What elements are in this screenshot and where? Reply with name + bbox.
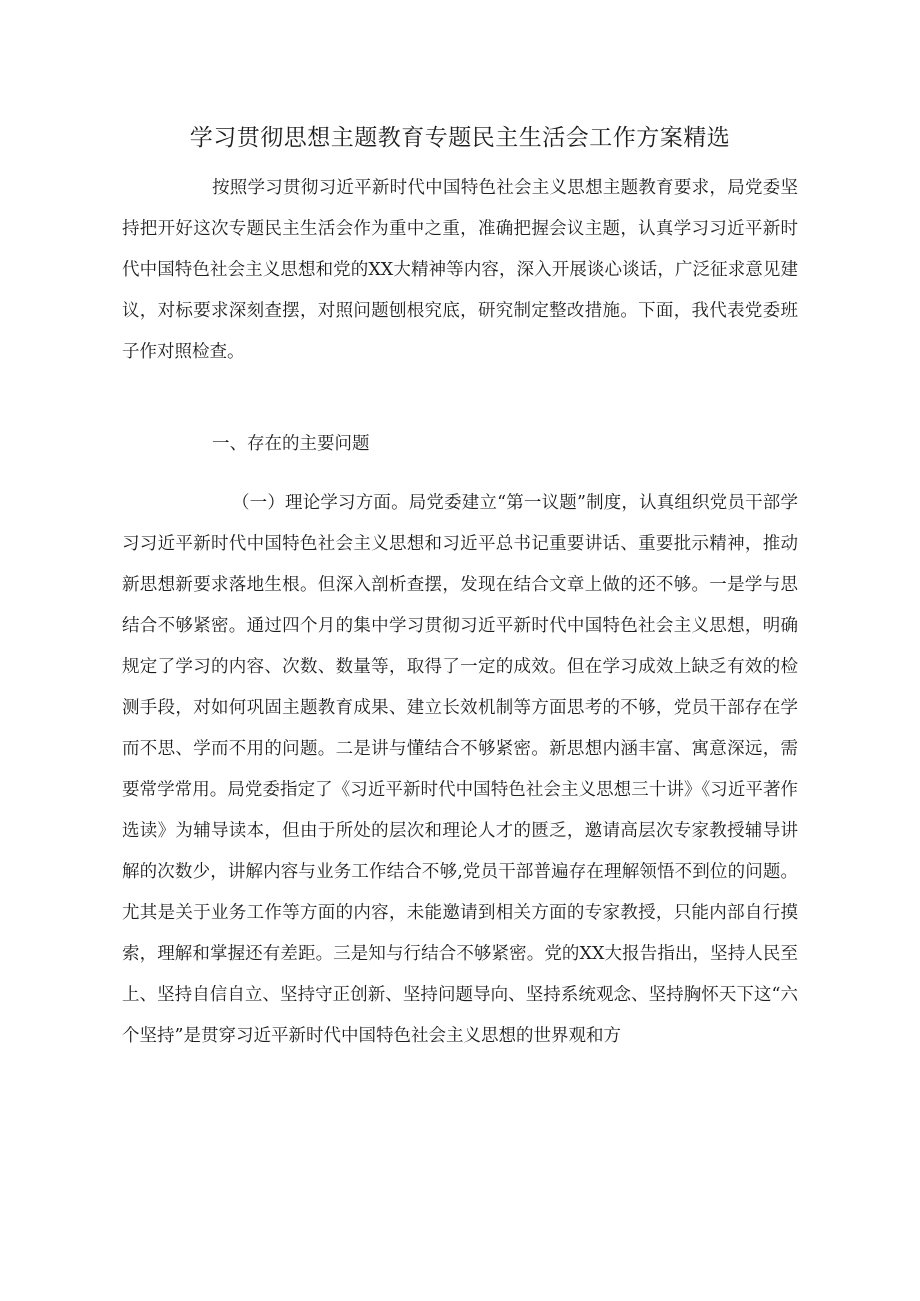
section-heading-main-problems: 一、存在的主要问题 (212, 434, 370, 454)
intro-paragraph: 按照学习贯彻习近平新时代中国特色社会主义思想主题教育要求，局党委坚持把开好这次专题民主生活会作为重中之重，准确把握会议主题，认真学习习近平新时代中国特色社会主义思想和党的XX大精神等内容，深入开展谈心谈话，广泛征求意见建议，对标要求深刻查摆，对照问题刨根究底，研究制定整改措施。下面，我代表党委班子作对照检查。 (122, 178, 798, 362)
subsection-theory-study-paragraph: （一）理论学习方面。局党委建立“第一议题”制度，认真组织党员干部学习习近平新时代中国特色社会主义思想和习近平总书记重要讲话、重要批示精神，推动新思想新要求落地生根。但深入剖析查摆，发现在结合文章上做的还不够。一是学与思结合不够紧密。通过四个月的集中学习贯彻习近平新时代中国特色社会主义思想，明确规定了学习的内容、次数、数量等，取得了一定的成效。但在学习成效上缺乏有效的检测手段，对如何巩固主题教育成果、建立长效机制等方面思考的不够，党员干部存在学而不思、学而不用的问题。二是讲与懂结合不够紧密。新思想内涵丰富、寓意深远，需要常学常用。局党委指定了《习近平新时代中国特色社会主义思想三十讲》《习近平著作选读》为辅导读本，但由于所处的层次和理论人才的匮乏，邀请高层次专家教授辅导讲解的次数少，讲解内容与业务工作结合不够,党员干部普遍存在理解领悟不到位的问题。尤其是关于业务工作等方面的内容，未能邀请到相关方面的专家教授，只能内部自行摸索，理解和掌握还有差距。三是知与行结合不够紧密。党的XX大报告指出，坚持人民至上、坚持自信自立、坚持守正创新、坚持问题导向、坚持系统观念、坚持胸怀天下这“六个坚持”是贯穿习近平新时代中国特色社会主义思想的世界观和方 (122, 493, 798, 1046)
document-title: 学习贯彻思想主题教育专题民主生活会工作方案精选 (189, 125, 731, 151)
